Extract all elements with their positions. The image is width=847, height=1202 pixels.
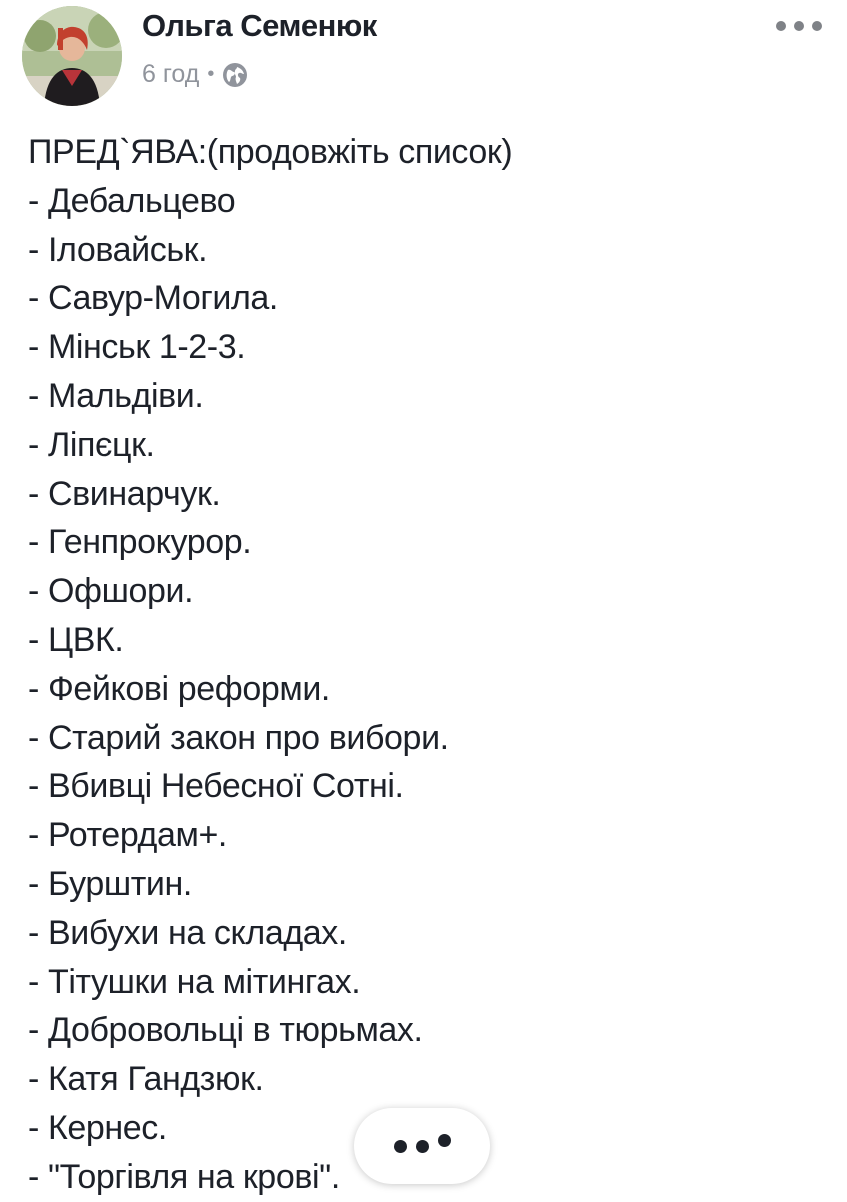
post-line: - Добровольці в тюрьмах. [28, 1011, 423, 1050]
author-avatar[interactable] [22, 6, 122, 106]
avatar-photo-icon [22, 6, 122, 106]
post-time[interactable]: 6 год [142, 60, 200, 88]
post-line: - Вбивці Небесної Сотні. [28, 767, 404, 806]
author-name[interactable]: Ольга Семенюк [142, 8, 377, 43]
post-line: - "Торгівля на крові". [28, 1157, 340, 1196]
post-line: - Фейкові реформи. [28, 669, 330, 708]
meta-separator: • [207, 63, 215, 85]
post-line: - Катя Гандзюк. [28, 1060, 264, 1099]
ellipsis-icon [416, 1140, 429, 1153]
post-line: - Ліпєцк. [28, 425, 155, 464]
see-more-button[interactable] [354, 1108, 490, 1184]
post-header [22, 6, 822, 106]
post-line: - Ротердам+. [28, 816, 227, 855]
menu-dot [776, 21, 786, 31]
post-line: - ЦВК. [28, 620, 124, 659]
ellipsis-icon [394, 1140, 407, 1153]
ellipsis-icon [438, 1134, 451, 1147]
menu-dot [812, 21, 822, 31]
post-line: - Мінськ 1-2-3. [28, 328, 246, 367]
post-line: - Савур-Могила. [28, 279, 278, 318]
post-line: - Кернес. [28, 1108, 167, 1147]
post-line: - Офшори. [28, 572, 194, 611]
post-body [28, 128, 818, 1202]
post-line: - Генпрокурор. [28, 523, 252, 562]
post-line: ПРЕД`ЯВА:(продовжіть список) [28, 133, 513, 171]
post-line: - Мальдіви. [28, 376, 204, 415]
more-horizontal-icon[interactable] [776, 14, 822, 38]
post-line: - Іловайськ. [28, 230, 208, 269]
post-line: - Старий закон про вибори. [28, 718, 449, 757]
post-line: - Дебальцево [28, 181, 236, 220]
post-line: - Свинарчук. [28, 474, 221, 513]
globe-icon [222, 62, 248, 88]
post-meta [142, 60, 248, 89]
post-line: - Тітушки на мітингах. [28, 962, 361, 1001]
post-line: - Вибухи на складах. [28, 913, 347, 952]
menu-dot [794, 21, 804, 31]
post-line: - Бурштин. [28, 864, 192, 903]
